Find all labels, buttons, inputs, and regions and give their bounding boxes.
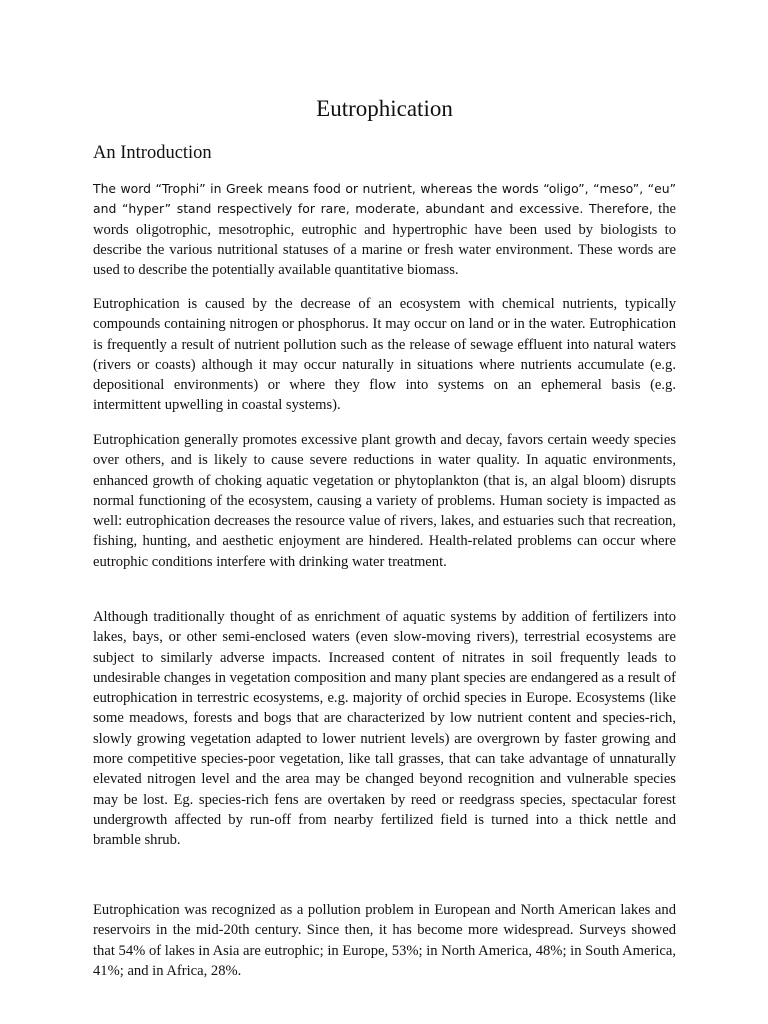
paragraph-terrestrial-impacts: Although traditionally thought of as enrichment of aquatic systems by addition of fertilizers into lakes, bays, or other semi-enclosed waters (even slow-moving rivers), terrestrial ecosystems are subject to similarly adverse impacts. Increased content of nitrates in soil frequently leads to undesirable changes in vegetation composition and many plant species are endangered as a result of eutrophication in terrestric ecosystems, e.g. majority of orchid species in Europe. Ecosystems (like some meadows, forests and bogs that are characterized by low nutrient content and species-rich, slowly growing vegetation adapted to lower nutrient levels) are overgrown by faster growing and more competitive species-poor vegetation, like tall grasses, that can take advantage of unnaturally elevated nitrogen level and the area may be changed beyond recognition and vulnerable species may be lost. Eg. species-rich fens are overtaken by reed or reedgrass species, spectacular forest undergrowth affected by run-off from nearby fertilized field is turned into a thick nettle and bramble shrub. <box>93 609 676 849</box>
paragraph-causes: Eutrophication is caused by the decrease of an ecosystem with chemical nutrients, typically compounds containing nitrogen or phosphorus. It may occur on land or in the water. Eutrophication is frequently a result of nutrient pollution such as the release of sewage effluent into natural waters (rivers or coasts) although it may occur naturally in situations where nutrients accumulate (e.g. depositional environments) or where they flow into systems on an ephemeral basis (e.g. intermittent upwelling in coastal systems). <box>93 296 676 414</box>
section-heading: An Introduction <box>93 143 212 163</box>
document-title: Eutrophication <box>316 96 453 121</box>
paragraph-effects: Eutrophication generally promotes excessive plant growth and decay, favors certain weedy species over others, and is likely to cause severe reductions in water quality. In aquatic environments, enhanced growth of choking aquatic vegetation or phytoplankton (that is, an algal bloom) disrupts normal functioning of the ecosystem, causing a variety of problems. Human society is impacted as well: eutrophication decreases the resource value of rivers, lakes, and estuaries such that recreation, fishing, hunting, and aesthetic enjoyment are hindered. Health-related problems can occur where eutrophic conditions interfere with drinking water treatment. <box>93 432 676 570</box>
paragraph-trophi-definition <box>93 179 676 280</box>
paragraph-text: the words oligotrophic, mesotrophic, eutrophic and hypertrophic have been used by biologists to describe the various nutritional statuses of a marine or fresh water environment. These words are used to describe the potentially available quantitative biomass. <box>93 201 677 279</box>
paragraph-global-statistics: Eutrophication was recognized as a pollution problem in European and North American lakes and reservoirs in the mid-20th century. Since then, it has become more widespread. Surveys showed that 54% of lakes in Asia are eutrophic; in Europe, 53%; in North America, 48%; in South America, 41%; and in Africa, 28%. <box>93 902 676 979</box>
paragraph-lead-text: The word “Trophi” in Greek means food or nutrient, whereas the words “oligo”, “meso”, “eu” and “hyper” stand respectively for rare, moderate, abundant and excessive. Therefore, <box>93 181 676 217</box>
